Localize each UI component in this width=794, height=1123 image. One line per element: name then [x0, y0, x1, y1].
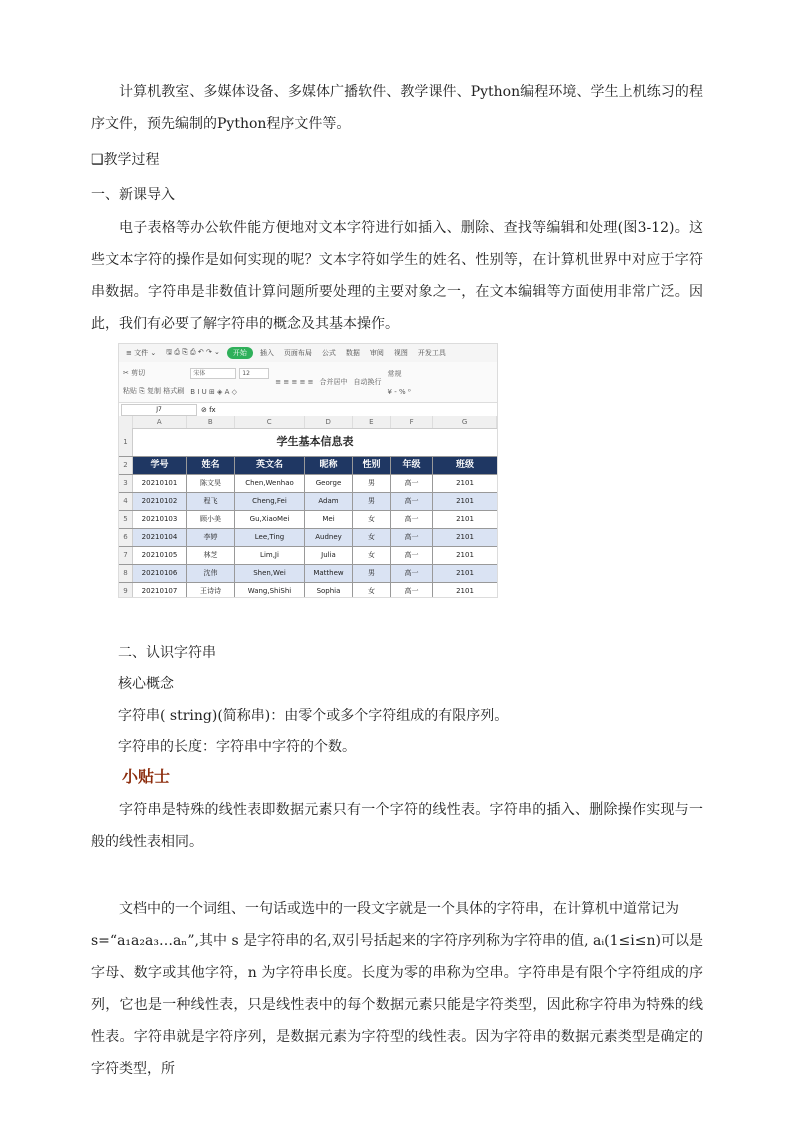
paste-button[interactable]: 粘贴 — [123, 387, 137, 395]
table-cell[interactable]: 高一 — [391, 529, 433, 546]
table-cell[interactable]: Adam — [305, 493, 353, 510]
header-cell[interactable]: 性别 — [353, 457, 391, 474]
table-cell[interactable]: 20210104 — [133, 529, 187, 546]
table-cell[interactable]: 高一 — [391, 583, 433, 598]
row-number[interactable]: 5 — [119, 511, 133, 528]
table-cell[interactable]: 20210103 — [133, 511, 187, 528]
ribbon — [119, 362, 497, 403]
format-painter-button[interactable]: 格式刷 — [163, 387, 185, 395]
string-explanation-rest: s=“a₁a₂a₃…aₙ”,其中 s 是字符串的名,双引号括起来的字符序列称为字符串的值, aᵢ(1≤i≤n)可以是字母、数字或其他字符，n 为字符串长度。长度为零的串称为空串。字符串是有限个字符组成的序列，它也是一种线性表，只是线性表中的每个数据元素只能是字符类型，因此称字符串为特殊的线性表。字符串就是字符序列，是数据元素为字符型的线性表。因为字符串的数据元素类型是确定的字符类型，所 — [91, 933, 703, 1077]
tip-text: 字符串是特殊的线性表即数据元素只有一个字符的线性表。字符串的插入、删除操作实现与一般的线性表相同。 — [91, 802, 703, 850]
table-cell[interactable]: 男 — [353, 565, 391, 582]
menu-bar — [119, 344, 497, 362]
table-cell[interactable]: 女 — [353, 547, 391, 564]
corner-cell[interactable] — [119, 416, 133, 428]
tab-data[interactable]: 数据 — [345, 349, 360, 357]
string-explanation-first-line: 文档中的一个词组、一句话或选中的一段文字就是一个具体的字符串，在计算机中道常记为 — [119, 901, 679, 917]
table-cell[interactable]: Mei — [305, 511, 353, 528]
table-cell[interactable]: 女 — [353, 529, 391, 546]
table-cell[interactable]: Wang,ShiShi — [235, 583, 305, 598]
table-cell[interactable]: 高一 — [391, 493, 433, 510]
table-row — [119, 565, 498, 583]
header-cell[interactable]: 年级 — [391, 457, 433, 474]
table-cell[interactable]: Matthew — [305, 565, 353, 582]
heading-know-strings: 二、认识字符串 — [118, 645, 216, 661]
lesson-intro-paragraph: 电子表格等办公软件能方便地对文本字符进行如插入、删除、查找等编辑和处理(图3-12)。这些文本字符的操作是如何实现的呢？文本字符如学生的姓名、性别等，在计算机世界中对应于字符串数据。字符串是非数值计算问题所要处理的主要对象之一，在文本编辑等方面使用非常广泛。因此，我们有必要了解字符串的概念及其基本操作。 — [91, 220, 703, 332]
core-concept-label: 核心概念 — [118, 676, 174, 692]
table-cell[interactable]: 2101 — [433, 493, 498, 510]
table-cell[interactable]: 20210105 — [133, 547, 187, 564]
table-cell[interactable]: 陈文昊 — [187, 475, 235, 492]
table-cell[interactable]: 2101 — [433, 511, 498, 528]
row-number[interactable]: 6 — [119, 529, 133, 546]
row-number[interactable]: 4 — [119, 493, 133, 510]
table-cell[interactable]: Sophia — [305, 583, 353, 598]
spreadsheet-screenshot — [118, 343, 498, 598]
table-cell[interactable]: 林芝 — [187, 547, 235, 564]
row-number[interactable]: 3 — [119, 475, 133, 492]
tip-title: 小贴士 — [122, 767, 171, 786]
header-cell[interactable]: 班级 — [433, 457, 498, 474]
table-row — [119, 475, 498, 493]
row-number[interactable]: 2 — [119, 457, 133, 474]
font-name-select[interactable]: 宋体 — [190, 368, 236, 379]
table-cell[interactable]: 20210106 — [133, 565, 187, 582]
header-cell[interactable]: 姓名 — [187, 457, 235, 474]
section-teaching-process: ❑教学过程 — [91, 152, 160, 168]
wrap-text-button[interactable]: 自动换行 — [353, 378, 382, 386]
cut-button[interactable]: ✂ 剪切 — [123, 369, 146, 377]
table-cell[interactable]: 高一 — [391, 511, 433, 528]
table-row — [119, 511, 498, 529]
definition-length: 字符串的长度：字符串中字符的个数。 — [118, 739, 356, 755]
number-format-controls[interactable]: ¥ - % ⁰ — [387, 387, 411, 396]
table-cell[interactable]: Audney — [305, 529, 353, 546]
table-cell[interactable]: 高一 — [391, 475, 433, 492]
table-cell[interactable]: Lee,Ting — [235, 529, 305, 546]
table-cell[interactable]: Cheng,Fei — [235, 493, 305, 510]
font-style-controls[interactable]: B I U ⊞ ◈ A ◇ — [190, 387, 238, 396]
tab-view[interactable]: 视图 — [393, 349, 408, 357]
table-cell[interactable]: 2101 — [433, 547, 498, 564]
tab-review[interactable]: 审阅 — [369, 349, 384, 357]
table-cell[interactable]: 2101 — [433, 475, 498, 492]
definition-string: 字符串( string)(简称串)：由零个或多个字符组成的有限序列。 — [118, 708, 509, 724]
fx-icon[interactable]: ⊘ fx — [201, 406, 216, 414]
header-cell[interactable]: 昵称 — [305, 457, 353, 474]
table-cell[interactable]: Lim,Ji — [235, 547, 305, 564]
number-format-select[interactable]: 常规 — [387, 369, 402, 378]
column-header[interactable]: D — [305, 416, 353, 428]
table-cell[interactable]: George — [305, 475, 353, 492]
row-number[interactable]: 7 — [119, 547, 133, 564]
name-box[interactable]: J7 — [121, 404, 197, 416]
tab-developer[interactable]: 开发工具 — [417, 349, 446, 357]
table-cell[interactable]: 顾小美 — [187, 511, 235, 528]
font-size-select[interactable]: 12 — [239, 368, 269, 379]
align-controls[interactable]: ≡ ≡ ≡ ≡ ≡ — [275, 378, 314, 386]
header-cell[interactable]: 学号 — [133, 457, 187, 474]
tab-insert[interactable]: 插入 — [259, 349, 274, 357]
copy-button[interactable]: ⎘ 复制 — [139, 387, 162, 395]
column-header[interactable]: G — [433, 416, 497, 428]
table-cell[interactable]: 男 — [353, 475, 391, 492]
table-row — [119, 493, 498, 511]
tab-formulas[interactable]: 公式 — [321, 349, 336, 357]
tab-home[interactable]: 开始 — [227, 347, 253, 359]
header-cell[interactable]: 英文名 — [235, 457, 305, 474]
column-header[interactable]: F — [391, 416, 433, 428]
table-cell[interactable]: 女 — [353, 511, 391, 528]
table-cell[interactable]: 20210102 — [133, 493, 187, 510]
table-cell[interactable]: Shen,Wei — [235, 565, 305, 582]
file-menu[interactable]: ≡ 文件 ⌄ — [126, 349, 157, 357]
table-cell[interactable]: 程飞 — [187, 493, 235, 510]
sheet-grid — [119, 428, 498, 598]
table-cell[interactable]: 20210101 — [133, 475, 187, 492]
table-row — [119, 583, 498, 598]
intro-paragraph: 计算机教室、多媒体设备、多媒体广播软件、教学课件、Python编程环境、学生上机练习的程序文件，预先编制的Python程序文件等。 — [91, 84, 703, 132]
table-row — [119, 547, 498, 565]
table-cell[interactable]: 2101 — [433, 529, 498, 546]
table-cell[interactable]: 2101 — [433, 583, 498, 598]
row-number[interactable]: 9 — [119, 583, 133, 598]
column-header[interactable]: B — [187, 416, 235, 428]
table-cell[interactable]: 高一 — [391, 565, 433, 582]
table-cell[interactable]: 2101 — [433, 565, 498, 582]
column-header[interactable]: A — [133, 416, 187, 428]
table-cell[interactable]: 王诗诗 — [187, 583, 235, 598]
table-cell[interactable]: Gu,XiaoMei — [235, 511, 305, 528]
table-cell[interactable]: Julia — [305, 547, 353, 564]
quick-access-toolbar[interactable]: 🖫 ⎙ ⎘ ⎙ ↶ ↷ ⌄ — [166, 347, 220, 356]
table-cell[interactable]: 李婷 — [187, 529, 235, 546]
column-header[interactable]: E — [353, 416, 391, 428]
tab-page-layout[interactable]: 页面布局 — [283, 349, 312, 357]
row-number[interactable]: 8 — [119, 565, 133, 582]
header-row — [119, 457, 498, 475]
table-row — [119, 529, 498, 547]
table-cell[interactable]: 高一 — [391, 547, 433, 564]
row-number[interactable]: 1 — [119, 428, 133, 456]
table-cell[interactable]: 男 — [353, 493, 391, 510]
table-cell[interactable]: Chen,Wenhao — [235, 475, 305, 492]
table-title[interactable]: 学生基本信息表 — [276, 435, 354, 448]
heading-new-lesson: 一、新课导入 — [91, 187, 175, 203]
column-header[interactable]: C — [235, 416, 305, 428]
table-cell[interactable]: 女 — [353, 583, 391, 598]
table-cell[interactable]: 20210107 — [133, 583, 187, 598]
merge-center-button[interactable]: 合并居中 — [319, 378, 348, 386]
table-cell[interactable]: 沈伟 — [187, 565, 235, 582]
title-row — [119, 428, 498, 457]
